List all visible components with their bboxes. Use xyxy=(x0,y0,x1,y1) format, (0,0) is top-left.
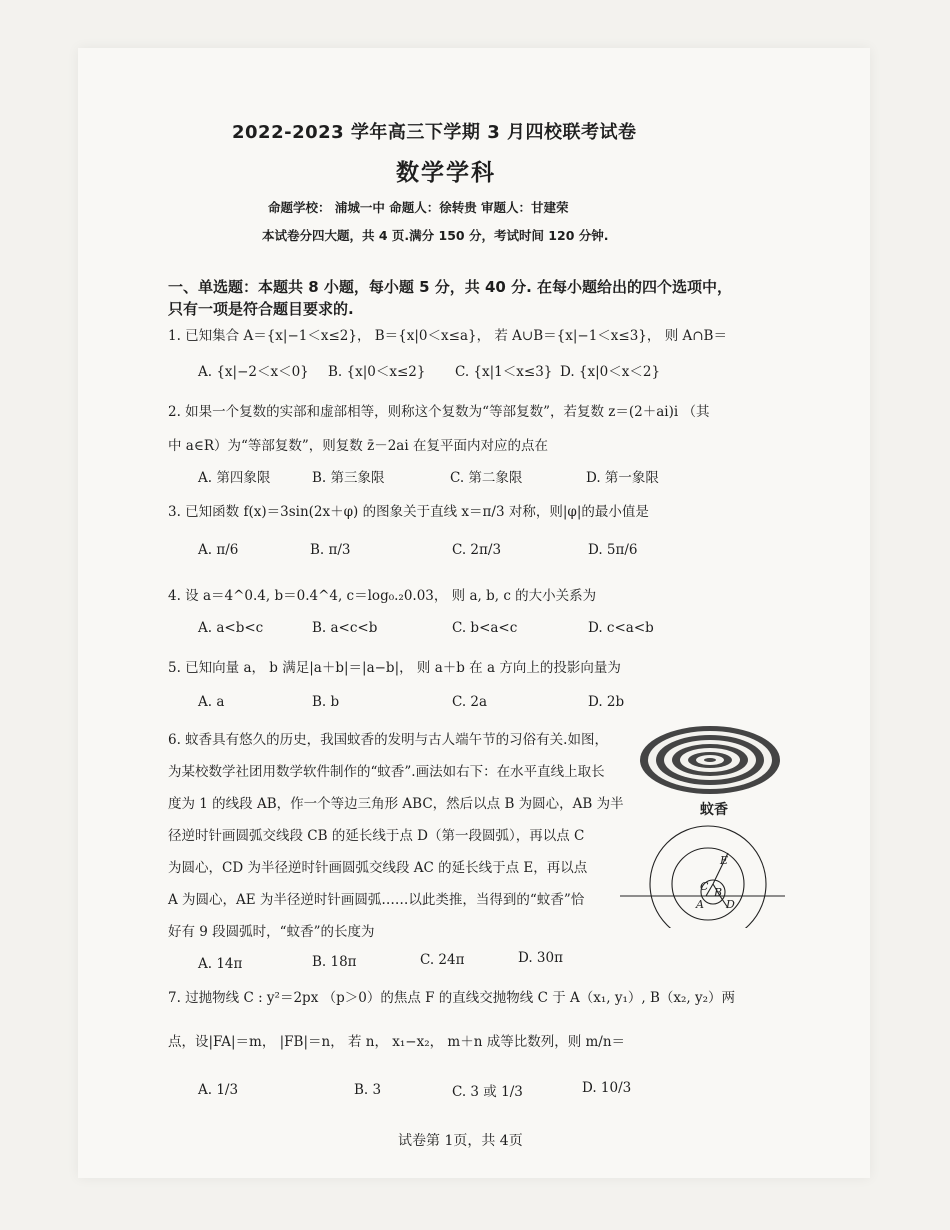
section-heading: 一、单选题：本题共 8 小题，每小题 5 分，共 40 分. 在每小题给出的四个选项中， xyxy=(168,278,733,296)
question-4-option-c: C. b<a<c xyxy=(452,620,518,636)
question-7-option-c: C. 3 或 1/3 xyxy=(452,1084,523,1100)
author-line: 命题学校： 浦城一中 命题人：徐转贵 审题人：甘建荣 xyxy=(268,200,569,215)
point-label-c: C xyxy=(700,880,709,893)
question-1-stem: 1. 已知集合 A＝{x|−1＜x≤2}， B＝{x|0＜x≤a}， 若 A∪B＝{x|−1＜x≤3}， 则 A∩B＝ xyxy=(168,328,727,344)
question-7-stem: 7. 过抛物线 C : y²＝2px （p＞0）的焦点 F 的直线交抛物线 C 于 A（x₁, y₁）, B（x₂, y₂）两 xyxy=(168,990,736,1006)
question-3-option-c: C. 2π/3 xyxy=(452,542,502,558)
question-5-option-a: A. a xyxy=(198,694,225,710)
question-2-option-a: A. 第四象限 xyxy=(198,470,271,486)
question-5-option-c: C. 2a xyxy=(452,694,488,710)
question-1-option-b: B. {x|0＜x≤2} xyxy=(328,364,426,380)
page-footer: 试卷第 1页，共 4页 xyxy=(398,1133,523,1149)
question-2-stem: 2. 如果一个复数的实部和虚部相等，则称这个复数为“等部复数”，若复数 z＝(2＋ai)i （其 xyxy=(168,404,710,420)
question-6-option-c: C. 24π xyxy=(420,952,465,968)
question-2-option-c: C. 第二象限 xyxy=(450,470,523,486)
point-label-a: A xyxy=(696,898,704,911)
question-3-stem: 3. 已知函数 f(x)＝3sin(2x＋φ) 的图象关于直线 x＝π/3 对称，则|φ|的最小值是 xyxy=(168,504,649,520)
question-3-option-b: B. π/3 xyxy=(310,542,351,558)
question-6-stem-cont-4: 为圆心，CD 为半径逆时针画圆弧交线段 AC 的延长线于点 E，再以点 xyxy=(168,860,588,876)
figure-caption: 蚊香 xyxy=(700,802,728,818)
section-heading-cont: 只有一项是符合题目要求的. xyxy=(168,300,354,318)
question-7-option-b: B. 3 xyxy=(354,1082,382,1098)
question-6-stem-cont-3: 径逆时针画圆弧交线段 CB 的延长线于点 D（第一段圆弧），再以点 C xyxy=(168,828,585,844)
question-4-option-a: A. a<b<c xyxy=(198,620,264,636)
question-6-stem-cont-6: 好有 9 段圆弧时，“蚊香”的长度为 xyxy=(168,924,375,940)
point-label-e: E xyxy=(720,854,729,867)
question-6-stem: 6. 蚊香具有悠久的历史，我国蚊香的发明与古人端午节的习俗有关.如图， xyxy=(168,732,608,748)
question-7-option-d: D. 10/3 xyxy=(582,1080,632,1096)
question-5-option-b: B. b xyxy=(312,694,340,710)
question-3-option-a: A. π/6 xyxy=(198,542,239,558)
point-label-b: B xyxy=(714,886,723,899)
question-5-stem: 5. 已知向量 a， b 满足|a＋b|＝|a−b|， 则 a＋b 在 a 方向上的投影向量为 xyxy=(168,660,621,676)
question-4-option-d: D. c<a<b xyxy=(588,620,654,636)
exam-info-line: 本试卷分四大题，共 4 页.满分 150 分，考试时间 120 分钟. xyxy=(262,228,609,243)
question-1-option-c: C. {x|1＜x≤3} xyxy=(455,364,553,380)
exam-title: 2022-2023 学年高三下学期 3 月四校联考试卷 xyxy=(232,122,637,143)
exam-page xyxy=(78,48,870,1178)
question-3-option-d: D. 5π/6 xyxy=(588,542,638,558)
question-6-option-b: B. 18π xyxy=(312,954,357,970)
question-6-stem-cont-5: A 为圆心，AE 为半径逆时针画圆弧……以此类推，当得到的“蚊香”恰 xyxy=(168,892,585,908)
question-4-stem: 4. 设 a＝4^0.4, b＝0.4^4, c＝log₀.₂0.03， 则 a, b, c 的大小关系为 xyxy=(168,588,597,604)
question-2-option-d: D. 第一象限 xyxy=(586,470,659,486)
question-1-option-d: D. {x|0＜x＜2} xyxy=(560,364,661,380)
subject-title: 数学学科 xyxy=(396,160,496,186)
question-6-option-d: D. 30π xyxy=(518,950,563,966)
question-5-option-d: D. 2b xyxy=(588,694,625,710)
question-7-stem-cont: 点，设|FA|＝m， |FB|＝n， 若 n， x₁−x₂， m＋n 成等比数列，则 m/n＝ xyxy=(168,1034,626,1050)
mosquito-coil-figure xyxy=(620,718,795,928)
question-2-stem-cont: 中 a∈R）为“等部复数”，则复数 z̄－2ai 在复平面内对应的点在 xyxy=(168,438,548,454)
mosquito-coil-spiral xyxy=(640,726,780,794)
question-6-stem-cont-2: 度为 1 的线段 AB，作一个等边三角形 ABC，然后以点 B 为圆心，AB 为半 xyxy=(168,796,624,812)
point-label-d: D xyxy=(726,898,735,911)
question-7-option-a: A. 1/3 xyxy=(198,1082,239,1098)
question-1-option-a: A. {x|−2＜x＜0} xyxy=(198,364,309,380)
question-6-stem-cont-1: 为某校数学社团用数学软件制作的“蚊香”.画法如右下：在水平直线上取长 xyxy=(168,764,605,780)
arc-construction-diagram xyxy=(620,826,785,928)
question-4-option-b: B. a<c<b xyxy=(312,620,378,636)
question-2-option-b: B. 第三象限 xyxy=(312,470,385,486)
question-6-option-a: A. 14π xyxy=(198,956,243,972)
